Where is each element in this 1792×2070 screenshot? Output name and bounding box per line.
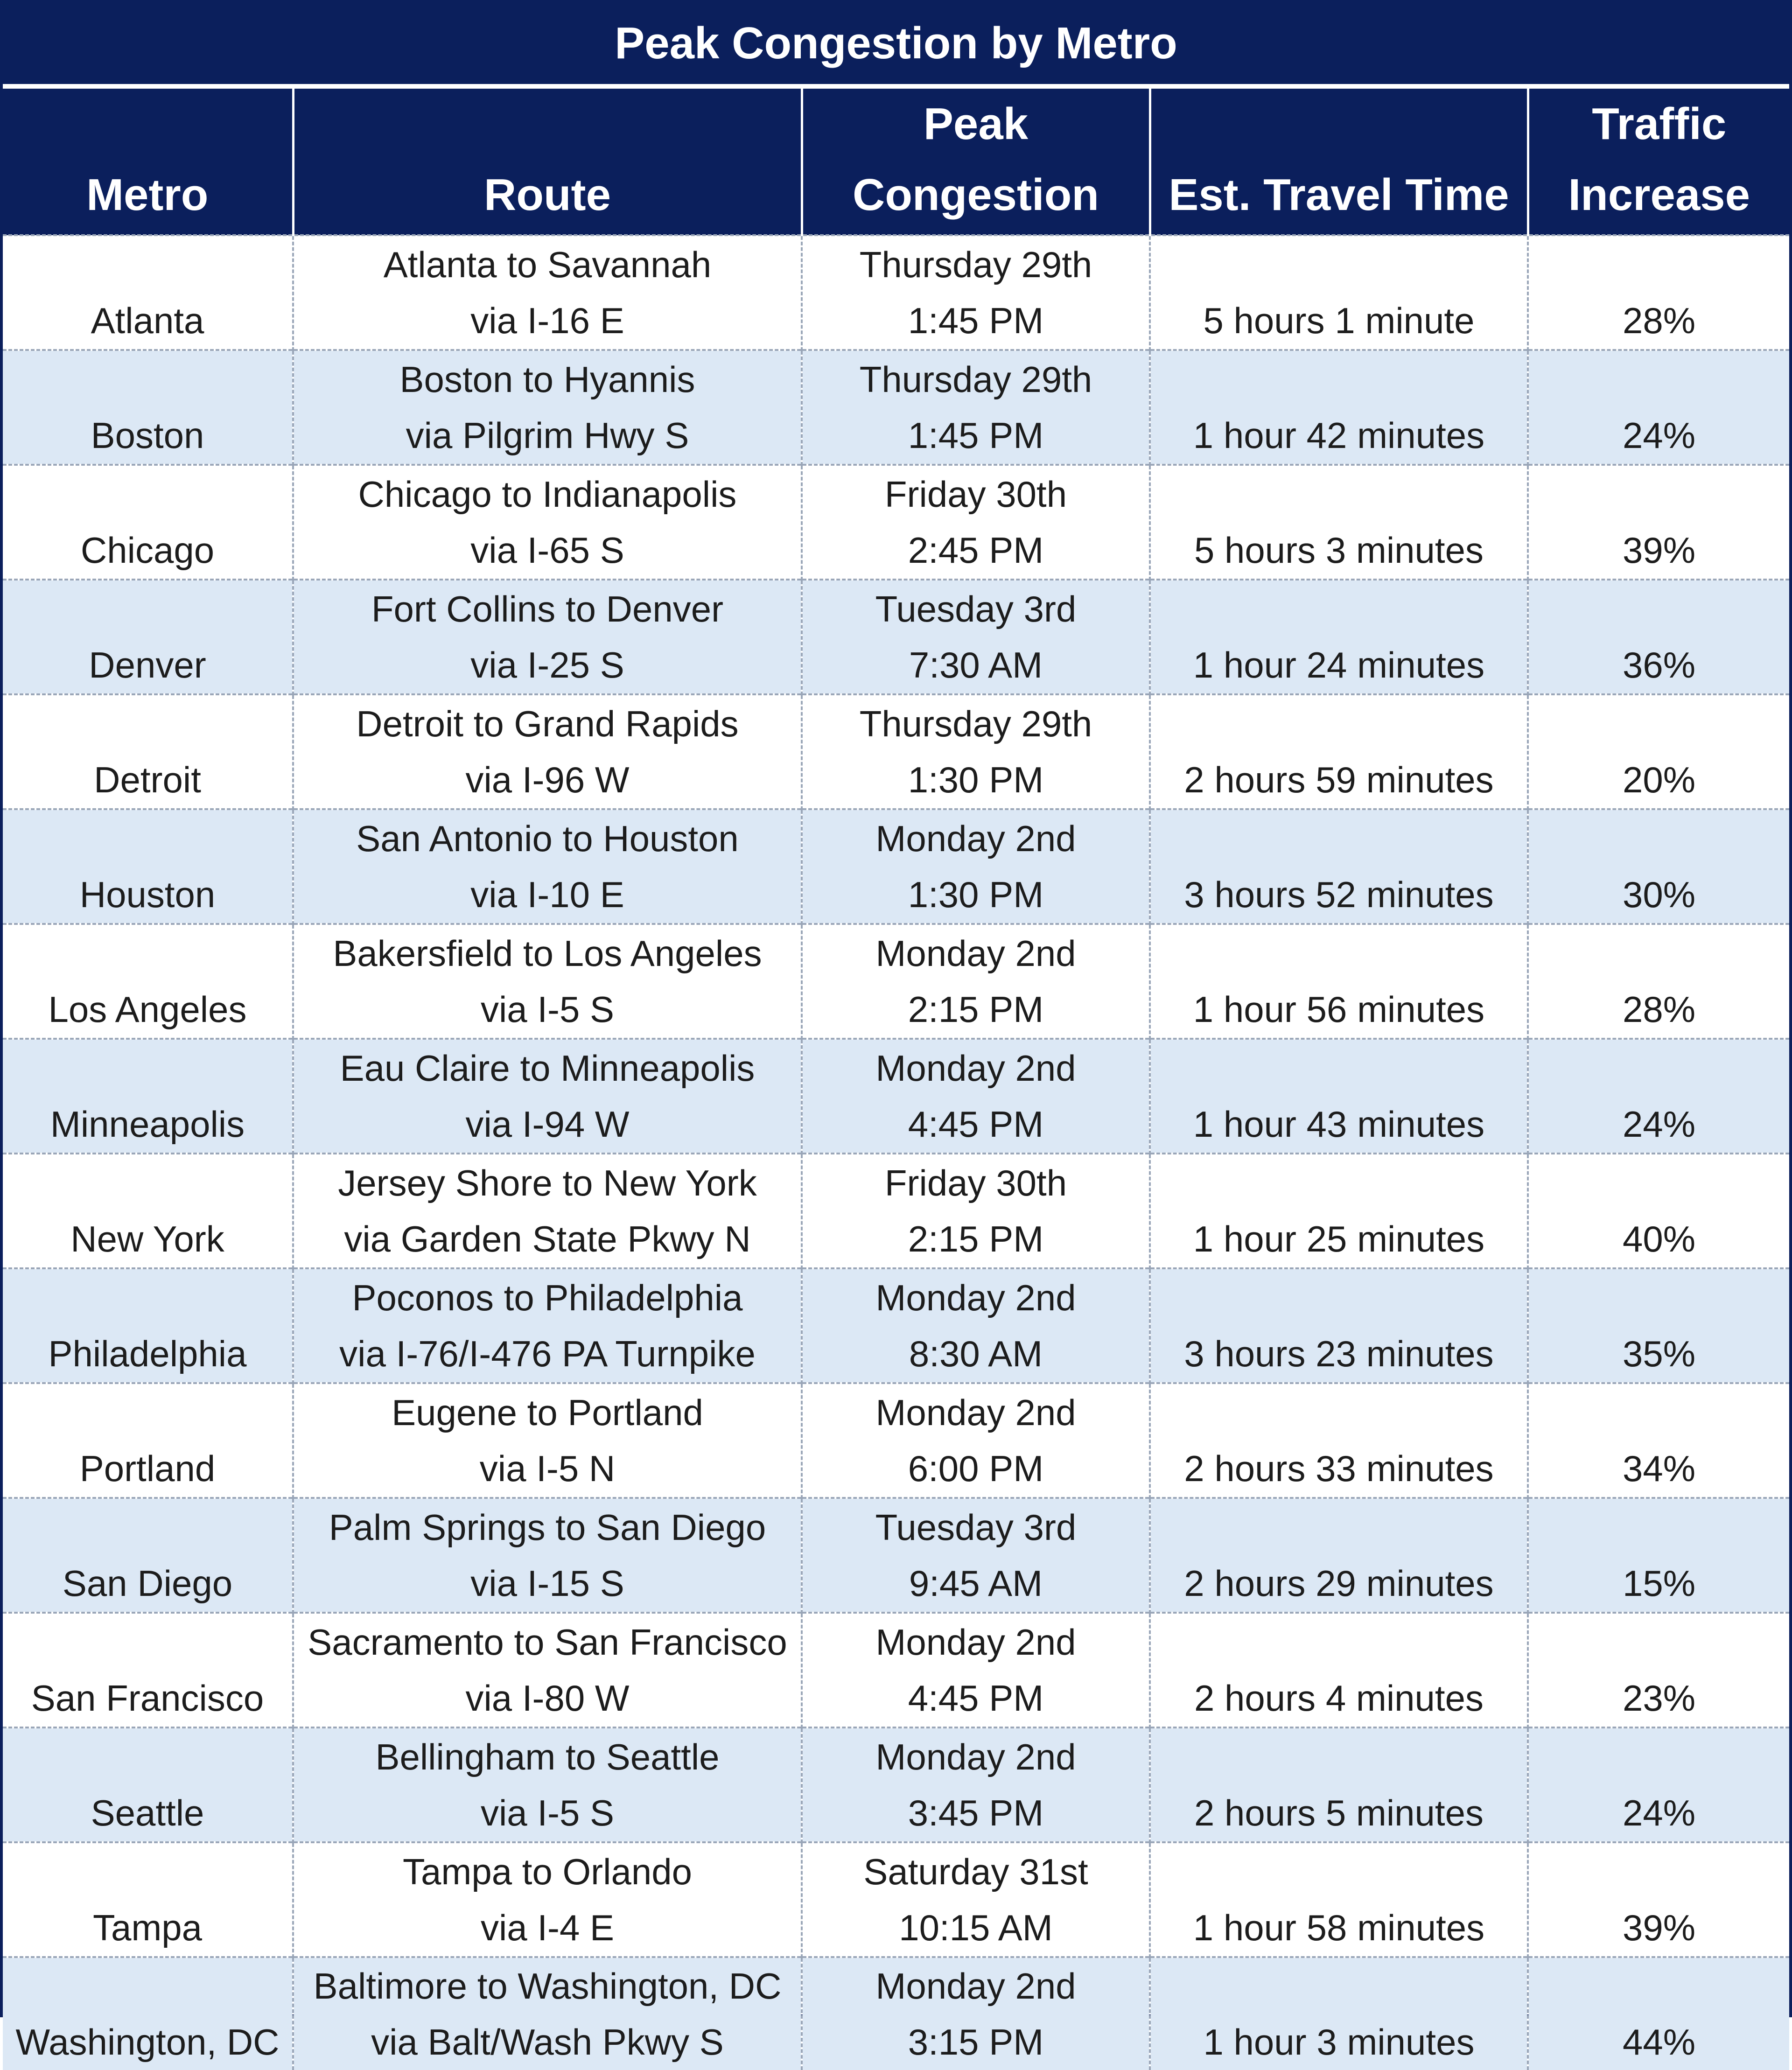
cell-traffic-increase-increase: 28%	[1622, 300, 1696, 341]
cell-route-route2: via I-76/I-476 PA Turnpike	[339, 1333, 756, 1374]
cell-peak-congestion-time: 1:30 PM	[908, 874, 1044, 915]
cell-route-route1: Tampa to Orlando	[402, 1851, 692, 1892]
cell-metro	[3, 1383, 293, 1498]
cell-peak-congestion-day: Tuesday 3rd	[875, 588, 1077, 629]
cell-route-route2: via Pilgrim Hwy S	[406, 415, 689, 456]
cell-metro-metro: Detroit	[94, 759, 201, 800]
cell-metro-metro: Tampa	[92, 1907, 203, 1948]
table-row	[3, 1957, 1789, 2070]
header-route	[293, 89, 802, 235]
cell-travel-time-travel: 2 hours 5 minutes	[1194, 1792, 1484, 1833]
cell-peak-congestion	[802, 580, 1150, 694]
cell-peak-congestion-day: Monday 2nd	[875, 1622, 1076, 1663]
cell-route-route1: San Antonio to Houston	[356, 818, 739, 859]
cell-travel-time	[1150, 235, 1528, 350]
cell-traffic-increase	[1528, 1613, 1789, 1727]
cell-route-route1: Bellingham to Seattle	[375, 1736, 720, 1777]
cell-route-route2: via Balt/Wash Pkwy S	[371, 2021, 724, 2063]
cell-metro	[3, 1268, 293, 1383]
cell-peak-congestion-day: Tuesday 3rd	[875, 1507, 1077, 1548]
cell-peak-congestion-time: 3:15 PM	[908, 2021, 1044, 2063]
cell-route-route2: via I-5 S	[480, 1792, 615, 1833]
header-traffic-increase	[1528, 89, 1789, 235]
cell-traffic-increase	[1528, 1727, 1789, 1842]
cell-metro-metro: Chicago	[80, 530, 215, 571]
cell-route-route1: Poconos to Philadelphia	[352, 1277, 743, 1318]
cell-peak-congestion	[802, 1613, 1150, 1727]
cell-route-route1: Baltimore to Washington, DC	[313, 1965, 782, 2007]
cell-route-route2: via I-25 S	[470, 644, 624, 685]
table-row	[3, 465, 1789, 580]
cell-metro	[3, 350, 293, 465]
cell-traffic-increase-increase: 35%	[1622, 1333, 1696, 1374]
header-travel-time	[1150, 89, 1528, 235]
cell-route	[293, 1268, 802, 1383]
cell-peak-congestion-time: 2:15 PM	[908, 1218, 1044, 1259]
cell-route-route2: via I-15 S	[470, 1563, 624, 1604]
cell-peak-congestion-day: Monday 2nd	[875, 933, 1076, 974]
cell-route-route1: Detroit to Grand Rapids	[356, 703, 739, 744]
cell-route	[293, 1613, 802, 1727]
cell-peak-congestion-day: Monday 2nd	[875, 1392, 1076, 1433]
cell-traffic-increase	[1528, 1268, 1789, 1383]
cell-metro-metro: Seattle	[91, 1792, 204, 1833]
cell-travel-time-travel: 5 hours 3 minutes	[1194, 530, 1484, 571]
table-row	[3, 1268, 1789, 1383]
cell-peak-congestion-time: 4:45 PM	[908, 1104, 1044, 1145]
header-traffic-line1: Traffic	[1592, 99, 1727, 149]
cell-traffic-increase-increase: 39%	[1622, 530, 1696, 571]
cell-peak-congestion	[802, 924, 1150, 1039]
cell-travel-time	[1150, 1727, 1528, 1842]
cell-peak-congestion-time: 10:15 AM	[899, 1907, 1053, 1948]
cell-route	[293, 465, 802, 580]
cell-route-route1: Atlanta to Savannah	[383, 244, 712, 285]
cell-travel-time	[1150, 1613, 1528, 1727]
header-traffic-line2: Increase	[1568, 170, 1750, 220]
cell-route-route2: via I-5 S	[480, 989, 615, 1030]
cell-travel-time	[1150, 350, 1528, 465]
congestion-table	[3, 89, 1789, 2070]
cell-travel-time-travel: 1 hour 42 minutes	[1193, 415, 1485, 456]
cell-traffic-increase-increase: 20%	[1622, 759, 1696, 800]
cell-route-route2: via Garden State Pkwy N	[344, 1218, 751, 1259]
cell-metro	[3, 1727, 293, 1842]
cell-travel-time-travel: 1 hour 25 minutes	[1193, 1218, 1485, 1259]
cell-metro-metro: New York	[70, 1218, 224, 1259]
cell-peak-congestion-time: 1:45 PM	[908, 300, 1044, 341]
cell-peak-congestion	[802, 1498, 1150, 1613]
cell-travel-time-travel: 2 hours 4 minutes	[1194, 1678, 1484, 1719]
cell-traffic-increase	[1528, 1154, 1789, 1268]
cell-route	[293, 1842, 802, 1957]
table-body	[3, 235, 1789, 2070]
cell-travel-time	[1150, 580, 1528, 694]
cell-peak-congestion-day: Monday 2nd	[875, 1048, 1076, 1089]
cell-metro	[3, 694, 293, 809]
cell-route-route2: via I-16 E	[470, 300, 624, 341]
cell-travel-time-travel: 1 hour 58 minutes	[1193, 1907, 1485, 1948]
cell-peak-congestion-day: Friday 30th	[884, 1162, 1067, 1203]
cell-peak-congestion-day: Thursday 29th	[859, 703, 1092, 744]
cell-travel-time	[1150, 1268, 1528, 1383]
cell-peak-congestion	[802, 1957, 1150, 2070]
cell-metro	[3, 1154, 293, 1268]
cell-traffic-increase-increase: 24%	[1622, 1792, 1696, 1833]
table-row	[3, 1039, 1789, 1154]
cell-route-route2: via I-4 E	[480, 1907, 615, 1948]
cell-route	[293, 1957, 802, 2070]
cell-route	[293, 809, 802, 924]
cell-traffic-increase	[1528, 1039, 1789, 1154]
cell-route	[293, 1727, 802, 1842]
cell-metro	[3, 1613, 293, 1727]
cell-metro	[3, 1957, 293, 2070]
cell-traffic-increase	[1528, 1842, 1789, 1957]
cell-route-route2: via I-80 W	[465, 1678, 630, 1719]
cell-peak-congestion	[802, 1842, 1150, 1957]
cell-travel-time-travel: 1 hour 24 minutes	[1193, 644, 1485, 685]
cell-traffic-increase	[1528, 580, 1789, 694]
cell-traffic-increase	[1528, 465, 1789, 580]
cell-peak-congestion	[802, 1268, 1150, 1383]
cell-travel-time	[1150, 1154, 1528, 1268]
cell-peak-congestion	[802, 1154, 1150, 1268]
cell-peak-congestion-time: 1:45 PM	[908, 415, 1044, 456]
cell-route	[293, 1498, 802, 1613]
cell-travel-time	[1150, 1957, 1528, 2070]
cell-route	[293, 1039, 802, 1154]
header-metro-label: Metro	[86, 170, 209, 220]
cell-peak-congestion-time: 7:30 AM	[909, 644, 1043, 685]
cell-travel-time	[1150, 694, 1528, 809]
cell-metro	[3, 809, 293, 924]
cell-peak-congestion-day: Monday 2nd	[875, 1965, 1076, 2007]
table-row	[3, 1727, 1789, 1842]
cell-metro-metro: Minneapolis	[50, 1104, 245, 1145]
cell-route-route1: Eugene to Portland	[392, 1392, 703, 1433]
cell-route-route2: via I-65 S	[470, 530, 624, 571]
cell-metro-metro: San Diego	[62, 1563, 233, 1604]
table-row	[3, 924, 1789, 1039]
cell-route	[293, 580, 802, 694]
table-row	[3, 809, 1789, 924]
table-row	[3, 580, 1789, 694]
cell-route-route2: via I-10 E	[470, 874, 624, 915]
cell-traffic-increase	[1528, 809, 1789, 924]
cell-traffic-increase	[1528, 1498, 1789, 1613]
cell-route-route1: Chicago to Indianapolis	[358, 474, 737, 515]
cell-peak-congestion	[802, 1383, 1150, 1498]
cell-peak-congestion	[802, 1727, 1150, 1842]
cell-traffic-increase-increase: 30%	[1622, 874, 1696, 915]
cell-traffic-increase-increase: 24%	[1622, 415, 1696, 456]
cell-traffic-increase-increase: 36%	[1622, 644, 1696, 685]
cell-metro	[3, 235, 293, 350]
cell-peak-congestion	[802, 235, 1150, 350]
cell-route	[293, 694, 802, 809]
cell-peak-congestion-day: Monday 2nd	[875, 1277, 1076, 1318]
cell-metro-metro: Denver	[89, 644, 206, 685]
cell-metro	[3, 1039, 293, 1154]
cell-route-route2: via I-96 W	[465, 759, 630, 800]
cell-metro	[3, 465, 293, 580]
cell-metro-metro: Philadelphia	[48, 1333, 247, 1374]
cell-traffic-increase	[1528, 694, 1789, 809]
table-row	[3, 1154, 1789, 1268]
cell-traffic-increase	[1528, 1957, 1789, 2070]
cell-metro	[3, 1498, 293, 1613]
cell-peak-congestion	[802, 350, 1150, 465]
cell-travel-time-travel: 3 hours 23 minutes	[1184, 1333, 1494, 1374]
cell-route-route1: Palm Springs to San Diego	[329, 1507, 766, 1548]
cell-traffic-increase-increase: 40%	[1622, 1218, 1696, 1259]
cell-route-route1: Sacramento to San Francisco	[308, 1622, 787, 1663]
table-row	[3, 350, 1789, 465]
cell-route-route1: Boston to Hyannis	[399, 359, 695, 400]
cell-peak-congestion-time: 2:45 PM	[908, 530, 1044, 571]
cell-metro-metro: Houston	[79, 874, 216, 915]
cell-peak-congestion-day: Friday 30th	[884, 474, 1067, 515]
cell-traffic-increase	[1528, 1383, 1789, 1498]
cell-route-route1: Eau Claire to Minneapolis	[340, 1048, 755, 1089]
cell-travel-time	[1150, 1498, 1528, 1613]
cell-traffic-increase	[1528, 235, 1789, 350]
cell-travel-time	[1150, 465, 1528, 580]
cell-peak-congestion	[802, 465, 1150, 580]
cell-travel-time	[1150, 809, 1528, 924]
cell-peak-congestion-day: Monday 2nd	[875, 1736, 1076, 1777]
cell-route-route2: via I-94 W	[465, 1104, 630, 1145]
cell-traffic-increase-increase: 24%	[1622, 1104, 1696, 1145]
cell-metro	[3, 924, 293, 1039]
cell-travel-time	[1150, 1383, 1528, 1498]
cell-route	[293, 235, 802, 350]
table-row	[3, 1613, 1789, 1727]
cell-route	[293, 350, 802, 465]
cell-traffic-increase-increase: 28%	[1622, 989, 1696, 1030]
cell-peak-congestion-day: Saturday 31st	[863, 1851, 1088, 1892]
table-title: Peak Congestion by Metro	[3, 3, 1789, 84]
cell-peak-congestion-day: Monday 2nd	[875, 818, 1076, 859]
cell-traffic-increase	[1528, 350, 1789, 465]
cell-metro	[3, 1842, 293, 1957]
cell-travel-time-travel: 1 hour 56 minutes	[1193, 989, 1485, 1030]
cell-peak-congestion-day: Thursday 29th	[859, 244, 1092, 285]
cell-peak-congestion-time: 3:45 PM	[908, 1792, 1044, 1833]
table-row	[3, 1383, 1789, 1498]
cell-peak-congestion-time: 6:00 PM	[908, 1448, 1044, 1489]
header-metro	[3, 89, 293, 235]
cell-peak-congestion-time: 9:45 AM	[909, 1563, 1043, 1604]
header-peak-line1: Peak	[923, 99, 1029, 149]
cell-metro-metro: Los Angeles	[48, 989, 247, 1030]
cell-travel-time-travel: 1 hour 43 minutes	[1193, 1104, 1485, 1145]
cell-traffic-increase-increase: 34%	[1622, 1448, 1696, 1489]
cell-travel-time-travel: 3 hours 52 minutes	[1184, 874, 1494, 915]
cell-travel-time-travel: 2 hours 59 minutes	[1184, 759, 1494, 800]
cell-metro-metro: San Francisco	[31, 1678, 264, 1719]
header-row	[3, 89, 1789, 235]
header-peak-congestion	[802, 89, 1150, 235]
cell-metro	[3, 580, 293, 694]
cell-traffic-increase	[1528, 924, 1789, 1039]
header-peak-line2: Congestion	[853, 170, 1099, 220]
title-divider	[3, 84, 1789, 89]
cell-traffic-increase-increase: 39%	[1622, 1907, 1696, 1948]
table-row	[3, 1842, 1789, 1957]
cell-route-route1: Fort Collins to Denver	[371, 588, 724, 629]
cell-peak-congestion	[802, 694, 1150, 809]
cell-route	[293, 1383, 802, 1498]
cell-traffic-increase-increase: 44%	[1622, 2021, 1696, 2063]
cell-metro-metro: Portland	[79, 1448, 216, 1489]
table-row	[3, 1498, 1789, 1613]
cell-metro-metro: Washington, DC	[15, 2021, 280, 2063]
table-row	[3, 235, 1789, 350]
cell-peak-congestion	[802, 1039, 1150, 1154]
table-row	[3, 694, 1789, 809]
cell-travel-time	[1150, 1039, 1528, 1154]
cell-travel-time-travel: 2 hours 29 minutes	[1184, 1563, 1494, 1604]
header-travel-label: Est. Travel Time	[1169, 170, 1509, 220]
cell-peak-congestion	[802, 809, 1150, 924]
cell-peak-congestion-time: 1:30 PM	[908, 759, 1044, 800]
cell-travel-time-travel: 1 hour 3 minutes	[1203, 2021, 1475, 2063]
cell-route	[293, 1154, 802, 1268]
cell-peak-congestion-day: Thursday 29th	[859, 359, 1092, 400]
cell-travel-time-travel: 2 hours 33 minutes	[1184, 1448, 1494, 1489]
cell-peak-congestion-time: 2:15 PM	[908, 989, 1044, 1030]
cell-route-route1: Bakersfield to Los Angeles	[333, 933, 762, 974]
cell-route-route2: via I-5 N	[479, 1448, 616, 1489]
cell-travel-time-travel: 5 hours 1 minute	[1203, 300, 1475, 341]
cell-traffic-increase-increase: 15%	[1622, 1563, 1696, 1604]
cell-route-route1: Jersey Shore to New York	[338, 1162, 757, 1203]
cell-metro-metro: Boston	[91, 415, 204, 456]
cell-traffic-increase-increase: 23%	[1622, 1678, 1696, 1719]
cell-route	[293, 924, 802, 1039]
cell-peak-congestion-time: 8:30 AM	[909, 1333, 1043, 1374]
header-route-label: Route	[484, 170, 611, 220]
cell-metro-metro: Atlanta	[91, 300, 204, 341]
cell-peak-congestion-time: 4:45 PM	[908, 1678, 1044, 1719]
cell-travel-time	[1150, 1842, 1528, 1957]
cell-travel-time	[1150, 924, 1528, 1039]
